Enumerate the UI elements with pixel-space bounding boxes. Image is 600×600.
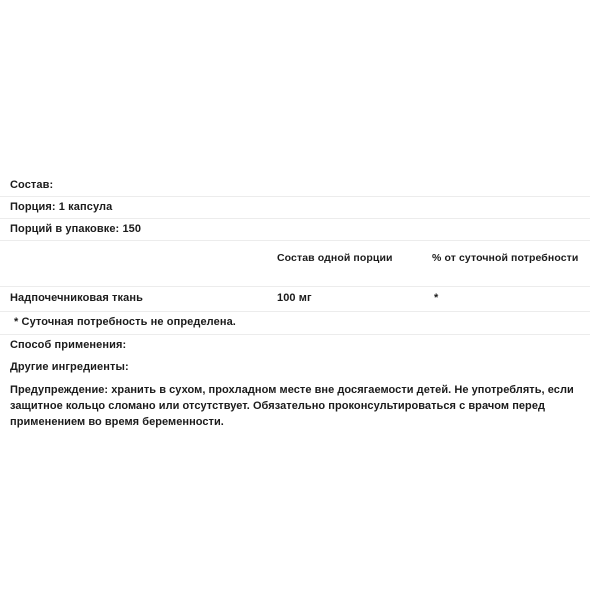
ingredient-name: Надпочечниковая ткань	[10, 292, 143, 305]
serving-size-row	[0, 197, 600, 219]
supplement-facts-heading-row	[0, 175, 600, 197]
other-ingredients-label: Другие ингредиенты:	[10, 361, 129, 374]
table-row	[0, 287, 600, 312]
supplement-facts-panel	[0, 175, 600, 431]
daily-value-footnote: * Суточная потребность не определена.	[14, 316, 236, 329]
column-header-amount-per-serving: Состав одной порции	[277, 252, 393, 264]
warning-text: Предупреждение: хранить в сухом, прохладном месте вне досягаемости детей. Не употреблять, если защитное кольцо сломано или отсутствует. Обязательно проконсультироваться с врачом перед применением во время беременности.	[10, 384, 574, 428]
servings-per-container-label: Порций в упаковке: 150	[10, 222, 142, 235]
supplement-facts-heading: Состав:	[10, 178, 54, 191]
usage-section	[0, 335, 600, 357]
usage-label: Способ применения:	[10, 339, 127, 352]
serving-size-label: Порция: 1 капсула	[10, 200, 113, 213]
other-ingredients-section	[0, 357, 600, 379]
ingredient-daily-value: *	[434, 292, 439, 305]
table-header-row	[0, 241, 600, 287]
column-header-daily-value: % от суточной потребности	[432, 252, 579, 264]
ingredient-amount: 100 мг	[277, 292, 312, 305]
warning-section	[0, 379, 600, 431]
footnote-row	[0, 312, 600, 335]
servings-per-container-row	[0, 219, 600, 241]
